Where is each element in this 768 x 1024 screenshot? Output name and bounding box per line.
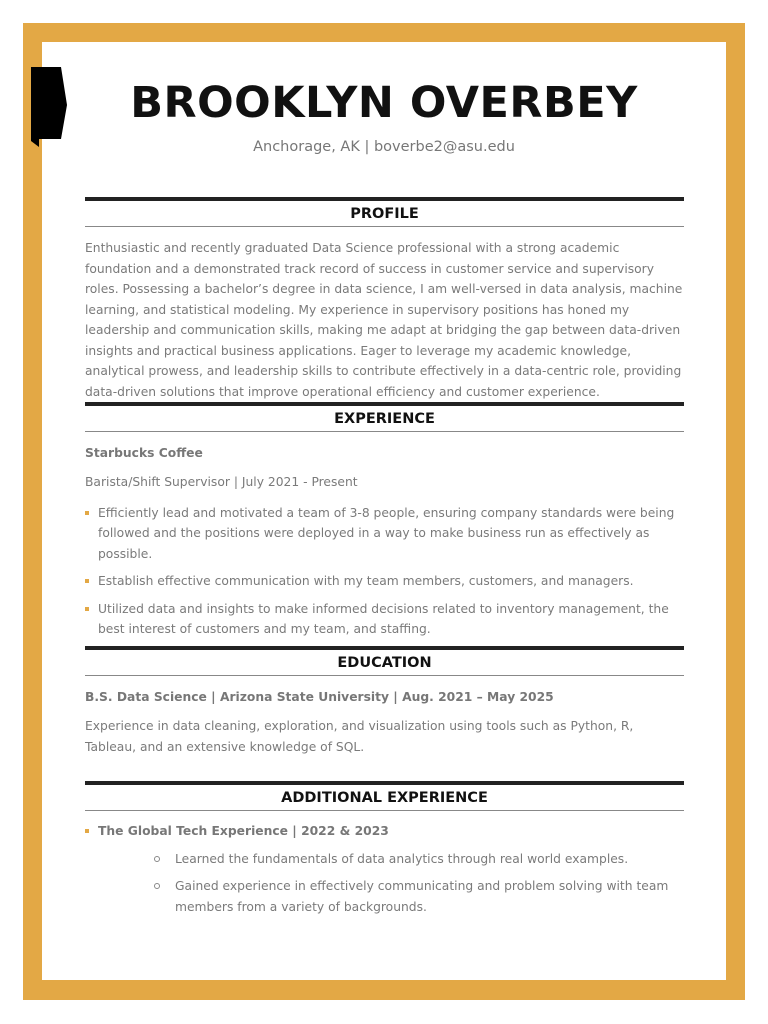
additional-experience-section xyxy=(85,781,684,924)
profile-section xyxy=(85,197,684,402)
experience-bullets xyxy=(85,503,684,640)
bullet-square-icon xyxy=(85,579,89,583)
education-details: Experience in data cleaning, exploration, and visualization using tools such as Python, R, Tableau, and an extensive knowledge of SQL. xyxy=(85,719,634,754)
job-role: Barista/Shift Supervisor | July 2021 - Present xyxy=(85,475,358,489)
list-item: Learned the fundamentals of data analytics through real world examples. xyxy=(85,849,684,870)
profile-summary: Enthusiastic and recently graduated Data Science professional with a strong academic foundation and a demonstrated track record of success in customer service and supervisory roles. Possessing a bachelor’s degree in data science, I am well-versed in data analysis, machine learning, and statistical modeling. My experience in supervisory positions has honed my leadership and communication skills, making me adapt at bridging the gap between data-driven insights and practical business applications. Eager to leverage my academic knowledge, analytical prowess, and leadership skills to contribute effectively in a data-centric role, providing data-driven solutions that improve operational efficiency and customer experience. xyxy=(85,241,683,399)
list-item: The Global Tech Experience | 2022 & 2023 xyxy=(85,821,684,842)
employer-name: Starbucks Coffee xyxy=(85,446,203,460)
section-heading-education: EDUCATION xyxy=(85,646,684,676)
additional-bullets xyxy=(85,821,684,842)
bullet-square-icon xyxy=(85,607,89,611)
bullet-circle-icon xyxy=(154,883,160,889)
section-heading-additional-experience: ADDITIONAL EXPERIENCE xyxy=(85,781,684,811)
list-item: Establish effective communication with my team members, customers, and managers. xyxy=(85,571,684,592)
section-heading-profile: PROFILE xyxy=(85,197,684,227)
list-item: Efficiently lead and motivated a team of 3-8 people, ensuring company standards were being followed and the positions were deployed in a way to make business run as effectively as possible. xyxy=(85,503,684,565)
additional-sub-bullets xyxy=(85,849,684,918)
candidate-name: BROOKLYN OVERBEY xyxy=(130,78,638,128)
experience-section xyxy=(85,402,684,647)
bullet-square-icon xyxy=(85,829,89,833)
contact-line: Anchorage, AK | boverbe2@asu.edu xyxy=(253,139,515,155)
bullet-square-icon xyxy=(85,511,89,515)
education-section xyxy=(85,646,684,757)
list-item: Gained experience in effectively communicating and problem solving with team members from a variety of backgrounds. xyxy=(85,876,684,917)
degree-line: B.S. Data Science | Arizona State University | Aug. 2021 – May 2025 xyxy=(85,690,554,704)
bullet-circle-icon xyxy=(154,856,160,862)
list-item: Utilized data and insights to make informed decisions related to inventory management, the best interest of customers and my team, and staffing. xyxy=(85,599,684,640)
section-heading-experience: EXPERIENCE xyxy=(85,402,684,432)
